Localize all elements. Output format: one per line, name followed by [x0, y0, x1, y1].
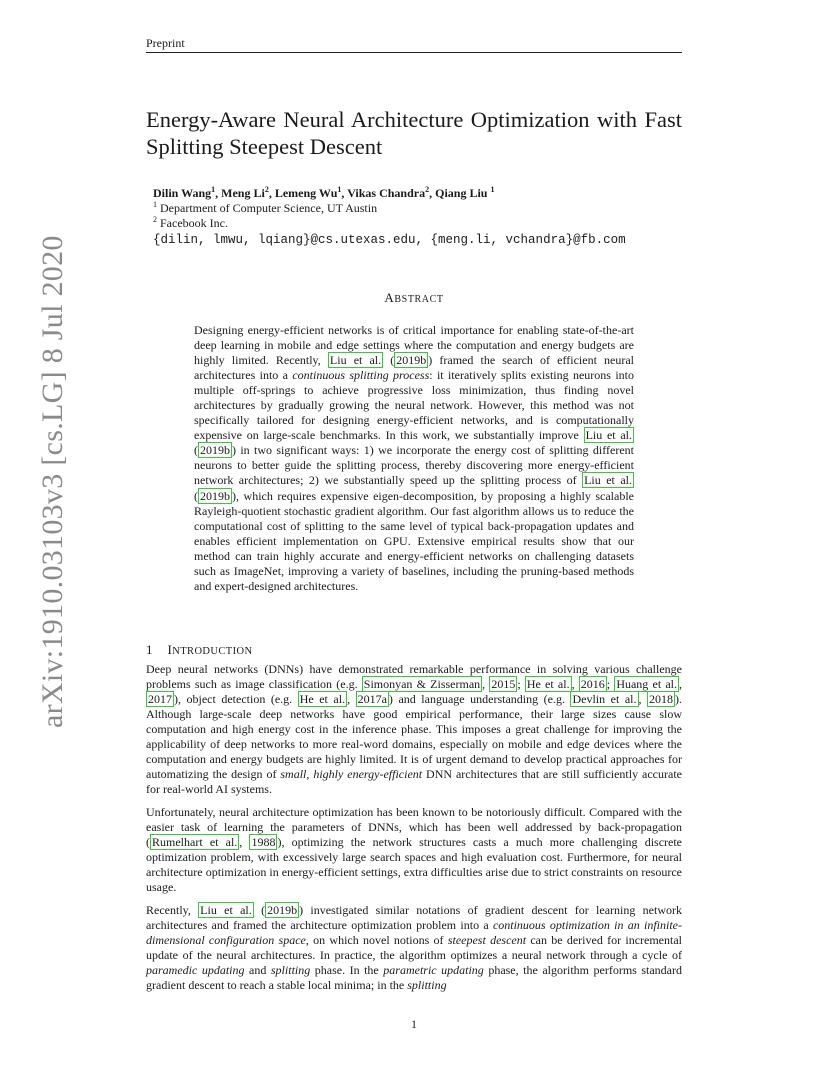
- text-run: , on which novel notions of: [305, 933, 448, 947]
- introduction-body: [146, 662, 682, 1001]
- text-run: (: [383, 353, 395, 368]
- citation-year-link[interactable]: 2019b: [396, 353, 427, 368]
- citation-link[interactable]: He et al.: [299, 692, 346, 706]
- author-name: Dilin Wang: [153, 186, 212, 200]
- section-heading-introduction: [146, 642, 252, 658]
- author-emails: {dilin, lmwu, lqiang}@cs.utexas.edu, {meng.li, vchandra}@fb.com: [153, 233, 626, 247]
- citation-link[interactable]: Liu et al.: [329, 353, 382, 368]
- affiliation-mark: 1: [211, 185, 216, 194]
- author-name: Lemeng Wu: [274, 186, 338, 200]
- text-run: ), which requires expensive eigen-decomposition, by proposing a highly scalable Rayleigh-quotient stochastic gradient algorithm. Our fast algorithm allows us to reduce the computational cost of splitting to the same level of typical back-propagation updates and enables efficient implementation on GPU. Extensive empirical results show that our method can train highly accurate and energy-efficient networks on challenging datasets such as ImageNet, improving a variety of baselines, including the pruning-based methods and expert-designed architectures.: [194, 488, 634, 593]
- text-run: DNN architectures that are still sufficiently accurate for real-world AI systems.: [146, 767, 682, 796]
- text-run: ,: [679, 677, 683, 691]
- abstract-text: [194, 323, 634, 594]
- arxiv-stamp: arXiv:1910.03103v3 [cs.LG] 8 Jul 2020: [36, 235, 69, 728]
- text-run: ,: [239, 835, 250, 849]
- citation-year-link[interactable]: 2019b: [200, 488, 230, 503]
- affiliation-mark: 1: [153, 200, 157, 209]
- heading-initial: A: [384, 290, 395, 305]
- page-number: 1: [411, 1017, 417, 1031]
- abstract-heading: [146, 290, 682, 306]
- text-run: ;: [606, 677, 615, 691]
- author-names: Dilin Wang$^1$, Meng Li$^2$, Lemeng Wu$^1$, Vikas Chandra$^2$, Qiang Liu $^1$: [153, 185, 495, 200]
- citation-year-link[interactable]: 2019b: [200, 443, 230, 458]
- text-run: phase. In the: [310, 963, 384, 977]
- paragraph-1: [146, 662, 682, 797]
- emphasis: small, highly energy-efficient: [280, 767, 423, 781]
- text-run: Designing energy-efficient networks is of critical importance for enabling state-of-the-art deep learning in mobile and edge settings where the computation and energy budgets are highly limited. Recently,: [194, 323, 634, 368]
- text-run: ) and language understanding (e.g.: [388, 692, 571, 706]
- affiliation-mark: 1: [490, 185, 495, 194]
- citation-link[interactable]: He et al.: [526, 677, 570, 691]
- citation-link[interactable]: Huang et al.: [616, 677, 678, 691]
- affiliation-mark: 2: [153, 215, 157, 224]
- affiliation-text: Facebook Inc.: [160, 216, 228, 230]
- text-run: ,: [482, 677, 490, 691]
- emphasis: splitting: [270, 963, 311, 977]
- running-header: Preprint: [146, 36, 682, 53]
- text-run: (: [253, 903, 266, 917]
- citation-year-link[interactable]: 1988: [251, 835, 276, 849]
- affiliation-text: Department of Computer Science, UT Austin: [160, 201, 378, 215]
- heading-rest: BSTRACT: [394, 294, 444, 305]
- text-run: ) framed the search of efficient neural architectures into a: [194, 353, 635, 383]
- affiliation-1: [153, 201, 683, 216]
- emphasis: continuous optimization in an infinite-dimensional configuration space: [146, 918, 683, 947]
- author-name: Qiang Liu: [435, 186, 488, 200]
- author-name: Vikas Chandra: [347, 186, 426, 200]
- citation-link[interactable]: Liu et al.: [200, 903, 252, 917]
- section-number: 1: [146, 642, 153, 657]
- text-run: ;: [517, 677, 525, 691]
- text-run: Deep neural networks (DNNs) have demonstrated remarkable performance in solving various challenge problems such as image classification (e.g.: [146, 662, 682, 691]
- paper-title: Energy-Aware Neural Architecture Optimization with Fast Splitting Steepest Descent: [146, 107, 682, 159]
- citation-link[interactable]: Rumelhart et al.: [152, 835, 238, 849]
- text-run: ). Although large-scale deep networks have good empirical performance, their large sizes cause slow computation and high energy cost in the inference phase. This imposes a great challenge for improving the applicability of deep networks to more real-word domains, especially on mobile and edge devices where the computation and energy budgets are highly limited. It is of urgent demand to develop practical approaches for automatizing the design of: [146, 692, 683, 781]
- affiliation-mark: 1: [337, 185, 342, 194]
- text-run: can be derived for incremental update of the neural architectures. In practice, the algorithm optimizes a neural network through a cycle of: [146, 933, 683, 962]
- text-run: ), optimizing the network structures casts a much more challenging discrete optimization problem, with excessively large search spaces and high evaluation cost. Furthermore, for neural architecture optimization in energy-efficient settings, extra difficulties arise due to strict constraints on resource usage.: [146, 835, 683, 894]
- citation-year-link[interactable]: 2017a: [357, 692, 387, 706]
- text-run: ,: [638, 692, 648, 706]
- heading-rest: NTRODUCTION: [172, 646, 253, 657]
- citation-link[interactable]: Liu et al.: [585, 428, 632, 443]
- emphasis: parametric updating: [383, 963, 484, 977]
- emphasis: paramedic updating: [146, 963, 245, 977]
- text-run: ) in two significant ways: 1) we incorporate the energy cost of splitting different neurons to better guide the splitting process, thereby discovering more energy-efficient network architectures; 2) we substantially speed up the splitting process of: [194, 443, 634, 488]
- text-run: and: [244, 963, 271, 977]
- author-name: Meng Li: [221, 186, 265, 200]
- affiliation-2: [153, 216, 683, 231]
- affiliation-mark: 2: [264, 185, 269, 194]
- citation-link[interactable]: Devlin et al.: [572, 692, 637, 706]
- paragraph-3: [146, 903, 682, 993]
- citation-link[interactable]: Simonyan & Zisserman: [363, 677, 481, 691]
- text-run: ) investigated similar notations of gradient descent for learning network architectures and framed the architecture optimization problem into a: [146, 903, 682, 932]
- citation-year-link[interactable]: 2018: [649, 692, 674, 706]
- text-run: (: [194, 488, 198, 503]
- heading-initial: I: [167, 642, 173, 657]
- citation-year-link[interactable]: 2017: [148, 692, 172, 706]
- text-run: Unfortunately, neural architecture optimization has been known to be notoriously difficult. Compared with the easier task of learning the parameters of DNNs, which has been well addressed by back-propagation (: [146, 805, 682, 849]
- text-run: ,: [571, 677, 579, 691]
- text-run: : it iteratively splits existing neurons into multiple off-springs to achieve progressive loss minimization, thus finding novel architectures by gradually growing the neural network. However, this method was not specifically tailored for designing energy-efficient networks, and is computationally expensive on large-scale benchmarks. In this work, we substantially improve: [194, 368, 634, 443]
- text-run: ,: [347, 692, 356, 706]
- paragraph-2: [146, 805, 682, 895]
- emphasis: steepest descent: [447, 933, 527, 947]
- author-block: [153, 186, 683, 248]
- text-run: Recently,: [146, 903, 199, 917]
- affiliation-mark: 2: [425, 185, 430, 194]
- emphasis: splitting: [407, 978, 447, 992]
- citation-year-link[interactable]: 2016: [580, 677, 605, 691]
- citation-link[interactable]: Liu et al.: [584, 473, 632, 488]
- text-run: ), object detection (e.g.: [174, 692, 298, 706]
- citation-year-link[interactable]: 2015: [491, 677, 516, 691]
- emphasis: continuous splitting process: [292, 368, 430, 383]
- citation-year-link[interactable]: 2019b: [267, 903, 298, 917]
- text-run: phase, the algorithm performs standard gradient descent to reach a stable local minima; in the: [146, 963, 682, 992]
- text-run: (: [194, 443, 198, 458]
